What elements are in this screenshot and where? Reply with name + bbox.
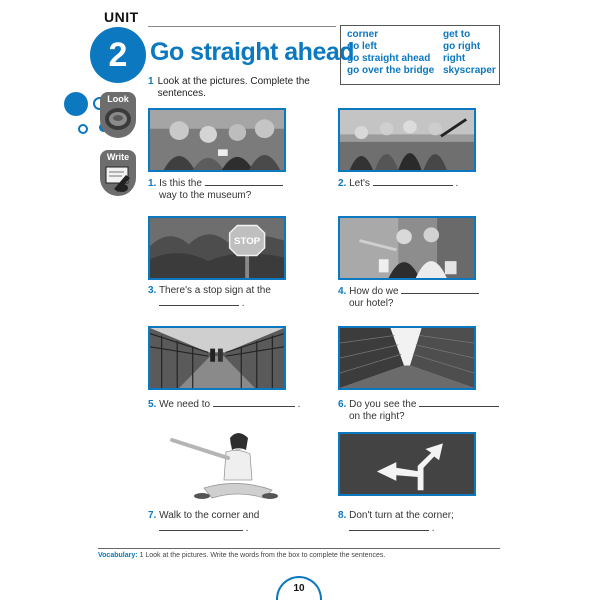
- item-text-continued: on the right?: [349, 411, 405, 422]
- exercise-item-4: [338, 285, 479, 310]
- exercise-item-2: [338, 177, 458, 190]
- vocab-word: go over the bridge: [347, 65, 435, 76]
- decorative-dot: [64, 92, 88, 116]
- item-text-continued: way to the museum?: [159, 190, 252, 201]
- vocab-word: go left: [347, 41, 377, 52]
- girl-pointing-icon: [160, 428, 280, 504]
- instruction-number: 1: [148, 76, 154, 87]
- item-number: 8.: [338, 510, 347, 521]
- answer-blank[interactable]: [373, 177, 453, 186]
- look-badge-label: Look: [107, 94, 129, 104]
- write-badge-label: Write: [106, 152, 130, 162]
- page-title: Go straight ahead: [150, 38, 355, 66]
- item-text: We need to: [159, 399, 211, 410]
- footer-rule: [98, 548, 500, 549]
- eye-icon: [100, 105, 136, 138]
- women-with-shopping-bags-icon: [338, 216, 476, 280]
- road-arrow-icon: [338, 432, 476, 496]
- look-badge: [100, 92, 136, 138]
- item-number: 2.: [338, 178, 347, 189]
- item-text: There's a stop sign at the: [158, 285, 271, 296]
- item-text-end: .: [455, 178, 459, 189]
- item-text-continued: .: [431, 523, 435, 534]
- exercise-instruction: [148, 76, 338, 100]
- item-number: 4.: [338, 286, 347, 297]
- decorative-ring: [78, 124, 88, 134]
- stop-sign-icon: [148, 216, 286, 280]
- item-text-continued: our hotel?: [349, 298, 394, 309]
- exercise-item-3: [148, 285, 271, 310]
- item-number: 5.: [148, 399, 157, 410]
- item-text-end: .: [297, 399, 301, 410]
- bridge-walkway-icon: [148, 326, 286, 390]
- footer-text: 1 Look at the pictures. Write the words from the box to complete the sentences.: [137, 552, 386, 559]
- skyscrapers-icon: [338, 326, 476, 390]
- answer-blank[interactable]: [349, 522, 429, 531]
- answer-blank[interactable]: [205, 177, 283, 186]
- item-text: Do you see the: [349, 399, 417, 410]
- vocab-word: go right: [443, 41, 481, 52]
- answer-blank[interactable]: [419, 398, 499, 407]
- header-rule: [148, 26, 336, 27]
- people-looking-at-phone-icon: [148, 108, 286, 172]
- item-number: 1.: [148, 178, 157, 189]
- item-number: 7.: [148, 510, 157, 521]
- exercise-item-7: [148, 510, 259, 535]
- item-text-continued: .: [241, 298, 245, 309]
- item-text: Is this the: [159, 178, 202, 189]
- footer-note: [98, 552, 385, 559]
- item-number: 3.: [148, 285, 157, 296]
- vocab-word: skyscraper: [443, 65, 496, 76]
- exercise-item-1: [148, 177, 283, 202]
- answer-blank[interactable]: [159, 297, 239, 306]
- vocab-word: right: [443, 53, 466, 64]
- item-number: 6.: [338, 399, 347, 410]
- answer-blank[interactable]: [159, 522, 243, 531]
- pencil-hand-icon: [100, 163, 136, 196]
- unit-label: UNIT: [104, 9, 139, 25]
- item-text: Walk to the corner and: [159, 510, 260, 521]
- footer-label: Vocabulary:: [98, 552, 138, 559]
- answer-blank[interactable]: [213, 398, 295, 407]
- vocab-word: go straight ahead: [347, 53, 431, 64]
- instruction-text: Look at the pictures. Complete the sentences.: [157, 76, 310, 99]
- item-text: How do we: [349, 286, 399, 297]
- page-number: 10: [276, 576, 322, 600]
- vocab-word: corner: [347, 29, 379, 40]
- exercise-item-6: [338, 398, 499, 423]
- vocabulary-box: [340, 25, 500, 85]
- exercise-item-8: [338, 510, 454, 535]
- item-text-continued: .: [245, 523, 249, 534]
- svg-text:STOP: STOP: [233, 236, 261, 248]
- vocab-word: get to: [443, 29, 471, 40]
- answer-blank[interactable]: [401, 285, 479, 294]
- write-badge: [100, 150, 136, 196]
- exercise-item-5: [148, 398, 300, 411]
- item-text: Let's: [349, 178, 370, 189]
- item-text: Don't turn at the corner;: [349, 510, 454, 521]
- unit-number-badge: 2: [90, 27, 146, 83]
- teens-pointing-icon: [338, 108, 476, 172]
